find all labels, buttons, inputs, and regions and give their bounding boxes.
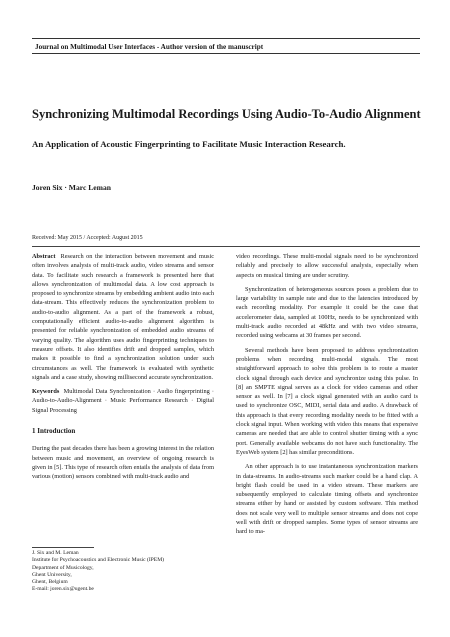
intro-paragraph: During the past decades there has been a growing interest in the relation between music and movement, an overview of ongoing research is given in [5]. This type of research often entails the analysis of data from various (motion) sensors combined with multi-track audio and <box>32 445 214 481</box>
article-authors: Joren Six · Marc Leman <box>32 183 112 192</box>
article-title: Synchronizing Multimodal Recordings Using Audio-To-Audio Alignment <box>32 107 421 121</box>
body-paragraph: video recordings. These multi-modal signals need to be synchronized reliably and precisely to allow successful analysis, especially when aspects on musical timing are under scrutiny. <box>236 253 418 279</box>
body-paragraph: An other approach is to use instantaneous synchronization markers in data-streams. In audio-streams such marker could be a hand clap. A bright flash could be used in a video stream. These markers are subsequently employed to calculate timing offsets and synchronize streams either by hand or assisted by custom software. This method does not scale very well to multiple sensor streams and does not cope well with drift or dropped samples. Some types of sensor streams are hard to ma- <box>236 463 418 536</box>
body-paragraph: Synchronization of heterogeneous sources poses a problem due to large variability in sample rate and due to the latencies introduced by each recording modality. For example it could be the case that accelerometer data, sampled at 100Hz, needs to be synchronized with multi-track audio recorded at 48kHz and with two video streams, recorded using webcams at 30 frames per second. <box>236 285 418 340</box>
footnote-line: Ghent University, <box>32 571 72 578</box>
article-subtitle: An Application of Acoustic Fingerprinting to Facilitate Music Interaction Research. <box>32 139 346 149</box>
keywords <box>32 387 214 415</box>
body-paragraph: Several methods have been proposed to address synchronization problems when recording multi-modal signals. The most straightforward approach to solve this problem is to route a master clock signal through each device and synchronize using this pulse. In [8] an SMPTE signal serves as a clock for video cameras and other sensor as well. In [7] a clock signal generated with an audio card is used to synchronize OSC, MIDI, serial data and audio. A drawback of this approach is that every recording modality needs to be fitted with a clock signal input. When working with video this means that expensive cameras are needed that are able to control shutter timing with a sync port. Generally available webcams do not have such functionality. The EyesWeb system [2] has similar preconditions. <box>236 346 418 456</box>
divider-rule <box>32 246 420 247</box>
author-affiliation-footnote <box>32 550 214 594</box>
section-heading-introduction: 1 Introduction <box>32 427 76 436</box>
footnote-rule <box>32 547 94 548</box>
abstract <box>32 252 214 382</box>
footnote-email: E-mail: joren.six@ugent.be <box>32 586 94 593</box>
footnote-line: Ghent, Belgium <box>32 579 68 586</box>
received-accepted-dates: Received: May 2015 / Accepted: August 2015 <box>32 235 143 241</box>
left-column <box>32 252 214 482</box>
right-column <box>236 252 418 537</box>
keywords-text: Multimodal Data Synchronization · Audio fingerprinting · Audio-to-Audio-Alignment · Music Performance Research · Digital Signal Processing <box>32 388 214 414</box>
footnote-line: Institute for Psychoacoustics and Electronic Music (IPEM) <box>32 557 165 564</box>
footnote-line: Department of Musicology, <box>32 564 94 571</box>
keywords-label: Keywords <box>32 388 60 396</box>
abstract-label: Abstract <box>32 253 56 260</box>
abstract-text: Research on the interaction between movement and music often involves analysis of multi-track audio, video streams and sensor data. To facilitate such research a framework is presented here that allows synchronization of multimodal data. A low cost approach is proposed to synchronize streams by embedding ambient audio into each data-stream. This effectively reduces the synchronization problem to audio-to-audio alignment. As a part of the framework a robust, computationally efficient audio-to-audio alignment algorithm is presented for reliable synchronization of embedded audio streams of varying quality. The algorithm uses audio fingerprinting techniques to measure offsets. It also identifies drift and dropped samples, which makes it possible to find a synchronization solution under such circumstances as well. The framework is evaluated with synthetic signals and a case study, showing millisecond accurate synchronization. <box>32 253 215 381</box>
footnote-line: J. Six and M. Leman <box>32 550 79 556</box>
journal-header: Journal on Multimodal User Interfaces - Author version of the manuscript <box>32 38 420 54</box>
